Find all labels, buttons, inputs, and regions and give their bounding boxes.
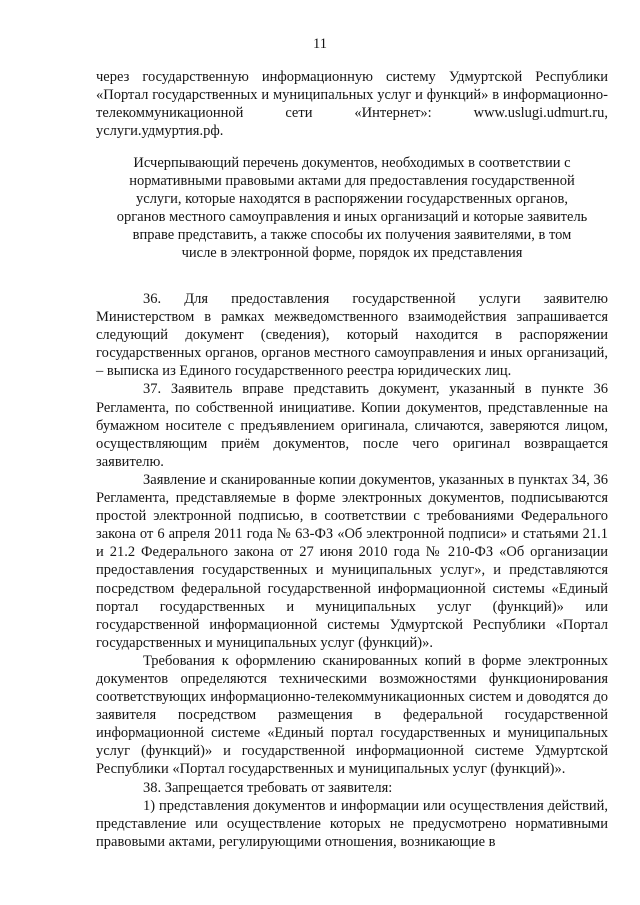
heading-line: нормативными правовыми актами для предоставления государственной [129, 173, 575, 190]
heading-line: Исчерпывающий перечень документов, необходимых в соответствии с [133, 155, 571, 171]
paragraph-scan-requirements: Требования к оформлению сканированных копий в форме электронных документов определяются техническими возможностями функционирования соответствующих информационно-телекоммуникационных систем и доводятся до заявителя посредством размещения в федеральной государственной информационной системе «Единый портал государственных и муниципальных услуг (функций)» и государственной информационной системе Удмуртской Республики «Портал государственных и муниципальных услуг (функций)». [96, 652, 608, 778]
heading-line: числе в электронной форме, порядок их представления [181, 245, 523, 262]
heading-line: органов местного самоуправления и иных организаций и которые заявитель [116, 209, 588, 226]
page-number: 11 [313, 36, 327, 52]
paragraph-signature-requirements: Заявление и сканированные копии документов, указанных в пунктах 34, 36 Регламента, представляемые в форме электронных документов, подписываются простой электронной подписью, в соответствии с требованиями Федерального закона от 6 апреля 2011 года № 63-ФЗ «Об электронной подписи» и статьями 21.1 и 21.2 Федерального закона от 27 июня 2010 года № 210-ФЗ «Об организации предоставления государственных и муниципальных услуг», и представляются посредством федеральной государственной информационной системы «Единый портал государственных и муниципальных услуг (функций)» или государственной информационной системы Удмуртской Республики «Портал государственных и муниципальных услуг (функций)». [96, 471, 608, 651]
intro-paragraph: через государственную информационную систему Удмуртской Республики «Портал государственных и муниципальных услуг и функций» в информационно-телекоммуникационной сети «Интернет»: www.uslugi.udmurt.ru, услуги.удмуртия.рф. [96, 69, 608, 140]
intro-block [96, 68, 608, 140]
paragraph-36: 36. Для предоставления государственной услуги заявителю Министерством в рамках межведомственного взаимодействия запрашивается следующий документ (сведения), который находится в распоряжении государственных органов, органов местного самоуправления и иных организаций, – выписка из Единого государственного реестра юридических лиц. [96, 291, 608, 380]
paragraph-37: 37. Заявитель вправе представить документ, указанный в пункте 36 Регламента, по собственной инициативе. Копии документов, представленные на бумажном носителе с предъявлением оригинала, сличаются, заверяются лицом, осуществляющим приём документов, после чего оригинал возвращается заявителю. [96, 381, 608, 470]
paragraph-38-item-1: 1) представления документов и информации или осуществления действий, представление или осуществление которых не предусмотрено нормативными правовыми актами, регулирующими отношения, возникающие в [96, 797, 608, 850]
paragraph-38: 38. Запрещается требовать от заявителя: [143, 779, 393, 796]
heading-line: вправе представить, а также способы их получения заявителями, в том [132, 227, 572, 244]
heading-line: услуги, которые находятся в распоряжении государственных органов, [136, 191, 568, 208]
section-heading [96, 154, 608, 263]
main-text-block [96, 290, 608, 851]
